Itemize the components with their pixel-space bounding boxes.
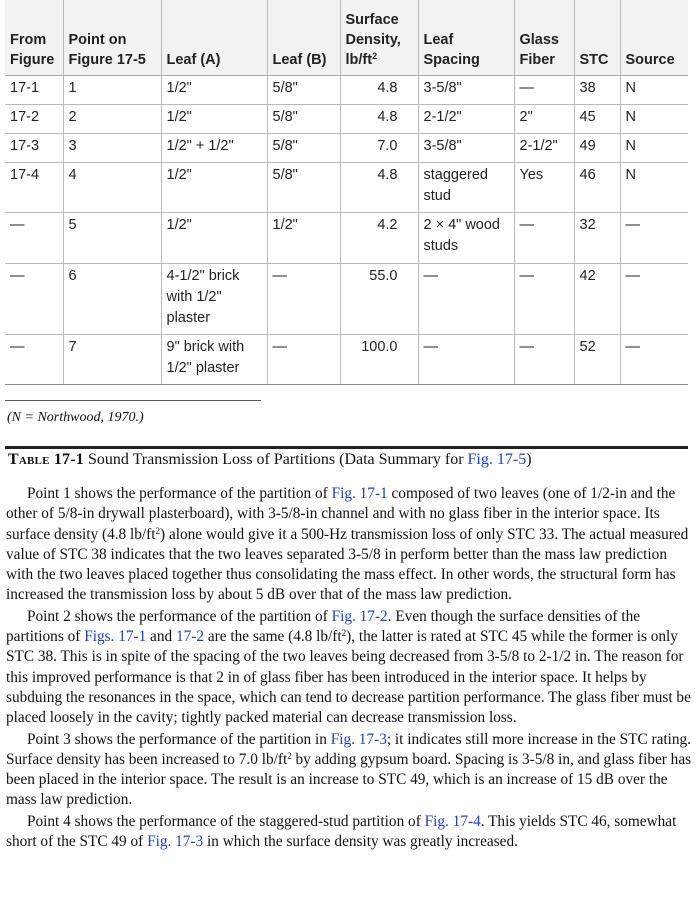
- cell-source: —: [620, 212, 688, 263]
- cell-leaf-a: 9" brick with 1/2" plaster: [161, 334, 267, 384]
- cell-source: —: [620, 263, 688, 334]
- cell-glass: —: [514, 263, 574, 334]
- cell-spacing: —: [418, 263, 514, 334]
- header-density: Surface Density, $lb/ft^2$: [340, 0, 418, 75]
- table-row: [5, 104, 688, 133]
- header-stc: STC: [574, 0, 620, 75]
- cell-leaf-b: 1/2": [267, 212, 340, 263]
- table-row: [5, 162, 688, 212]
- cell-point: 1: [63, 75, 161, 104]
- cell-stc: 49: [574, 133, 620, 162]
- cell-glass: 2-1/2": [514, 133, 574, 162]
- cell-stc: 32: [574, 212, 620, 263]
- cell-density: 4.2: [340, 212, 418, 263]
- cell-glass: 2": [514, 104, 574, 133]
- cell-from: —: [5, 334, 63, 384]
- header-glass-fiber: Glass Fiber: [514, 0, 574, 75]
- table-row: [5, 263, 688, 334]
- header-source: Source: [620, 0, 688, 75]
- table-source-note: (N = Northwood, 1970.): [7, 410, 144, 425]
- cell-source: N: [620, 133, 688, 162]
- fig-17-1-link[interactable]: Fig. 17-1: [331, 485, 388, 502]
- cell-point: 2: [63, 104, 161, 133]
- table-row: [5, 133, 688, 162]
- cell-leaf-b: —: [267, 334, 340, 384]
- cell-from: 17-1: [5, 75, 63, 104]
- fig-17-4-link[interactable]: Fig. 17-4: [424, 812, 481, 830]
- cell-spacing: staggered stud: [418, 162, 514, 212]
- cell-leaf-a: 1/2": [161, 75, 267, 104]
- caption-end: ): [526, 451, 532, 468]
- cell-density: 100.0: [340, 334, 418, 384]
- cell-stc: 46: [574, 162, 620, 212]
- cell-point: 6: [63, 263, 161, 334]
- caption-rule: [5, 446, 688, 449]
- cell-stc: 42: [574, 263, 620, 334]
- table-row: [5, 212, 688, 263]
- paragraph-point-3: Point 3 shows the performance of the partition in Fig. 17-3; it indicates still more increase in the STC rating. Surface density has been increased to 7.0 $lb/ft^2$ by adding gypsum board. Spacing is 3-5/8 in, and glass fiber has been placed in the interior space. The result is an increase to STC 49, which is an increase of 15 dB over the mass law prediction.: [6, 730, 692, 809]
- cell-leaf-b: 5/8": [267, 133, 340, 162]
- cell-stc: 45: [574, 104, 620, 133]
- paragraph-point-4: Point 4 shows the performance of the staggered-stud partition of Fig. 17-4. This yields STC 46, somewhat short of the STC 49 of Fig. 17-3 in which the surface density was greatly increased.: [6, 812, 677, 851]
- cell-spacing: 2 × 4" wood studs: [418, 212, 514, 263]
- cell-source: N: [620, 75, 688, 104]
- header-from-figure: From Figure: [5, 0, 63, 75]
- cell-density: 4.8: [340, 75, 418, 104]
- cell-stc: 52: [574, 334, 620, 384]
- cell-from: 17-3: [5, 133, 63, 162]
- table-row: [5, 75, 688, 104]
- fig-17-3-link-b[interactable]: Fig. 17-3: [147, 833, 204, 851]
- caption-fig-link[interactable]: Fig. 17-5: [467, 451, 527, 468]
- cell-from: 17-4: [5, 162, 63, 212]
- cell-source: —: [620, 334, 688, 384]
- cell-point: 7: [63, 334, 161, 384]
- data-table-container: [5, 0, 688, 381]
- caption-text: Sound Transmission Loss of Partitions (Data Summary for: [87, 451, 464, 468]
- header-point: Point on Figure 17-5: [63, 0, 161, 75]
- header-spacing: Leaf Spacing: [418, 0, 514, 75]
- cell-glass: —: [514, 212, 574, 263]
- cell-density: 55.0: [340, 263, 418, 334]
- cell-density: 4.8: [340, 104, 418, 133]
- cell-leaf-b: 5/8": [267, 162, 340, 212]
- cell-density: 7.0: [340, 133, 418, 162]
- cell-point: 5: [63, 212, 161, 263]
- cell-glass: —: [514, 334, 574, 384]
- stc-table: [5, 0, 688, 385]
- paragraph-point-2: Point 2 shows the performance of the partition of Fig. 17-2. Even though the surface densities of the partitions of Figs. 17-1 and 17-2 are the same (4.8 $lb/ft^2$), the latter is rated at STC 45 while the former is only STC 38. This is in spite of the spacing of the two leaves being decreased from 3-5/8 to 2-1/2 in. The reason for this improved performance is that 2 in of glass fiber has been introduced in the interior space. It helps by subduing the resonances in the space, which can tend to decrease partition performance. The glass fiber must be placed loosely in the cavity; tightly packed material can decrease transmission loss.: [6, 607, 691, 727]
- table-row: [5, 334, 688, 384]
- cell-leaf-a: 1/2" + 1/2": [161, 133, 267, 162]
- cell-spacing: 3-5/8": [418, 133, 514, 162]
- cell-from: —: [5, 212, 63, 263]
- paragraph-point-1: Point 1 shows the performance of the partition of Fig. 17-1 composed of two leaves (one of 1/2-in and the other of 5/8-in drywall plasterboard), with 3-5/8-in channel and with no glass fiber in the interior space. Its surface density (4.8 $lb/ft^2$) alone would give it a 500-Hz transmission loss of only STC 33. The actual measured value of STC 38 indicates that the two leaves separated 3-5/8 in perform better than the mass law prediction with the two leaves placed together thus consolidating the mass effect. In other words, the structural form has increased the transmission loss by about 5 dB over that of the mass law prediction.: [6, 485, 689, 604]
- cell-from: —: [5, 263, 63, 334]
- fig-17-2-link[interactable]: Fig. 17-2: [331, 607, 388, 625]
- note-divider: [5, 400, 261, 401]
- cell-density: 4.8: [340, 162, 418, 212]
- cell-spacing: 3-5/8": [418, 75, 514, 104]
- body-text: [6, 484, 692, 853]
- header-leaf-a: Leaf (A): [161, 0, 267, 75]
- fig-17-3-link[interactable]: Fig. 17-3: [330, 730, 387, 748]
- cell-leaf-a: 4-1/2" brick with 1/2" plaster: [161, 263, 267, 334]
- header-leaf-b: Leaf (B): [267, 0, 340, 75]
- table-caption: [8, 450, 688, 470]
- cell-leaf-b: —: [267, 263, 340, 334]
- fig-17-2-link-b[interactable]: 17-2: [175, 628, 205, 646]
- cell-spacing: 2-1/2": [418, 104, 514, 133]
- cell-from: 17-2: [5, 104, 63, 133]
- cell-point: 3: [63, 133, 161, 162]
- cell-leaf-a: 1/2": [161, 104, 267, 133]
- table-header-row: [5, 0, 688, 75]
- cell-leaf-a: 1/2": [161, 212, 267, 263]
- figs-17-1-link[interactable]: Figs. 17-1: [84, 628, 147, 646]
- cell-point: 4: [63, 162, 161, 212]
- cell-leaf-b: 5/8": [267, 104, 340, 133]
- cell-source: N: [620, 104, 688, 133]
- cell-glass: Yes: [514, 162, 574, 212]
- cell-stc: 38: [574, 75, 620, 104]
- cell-spacing: —: [418, 334, 514, 384]
- cell-leaf-b: 5/8": [267, 75, 340, 104]
- cell-source: N: [620, 162, 688, 212]
- cell-glass: —: [514, 75, 574, 104]
- caption-label: Table 17-1: [8, 451, 84, 468]
- cell-leaf-a: 1/2": [161, 162, 267, 212]
